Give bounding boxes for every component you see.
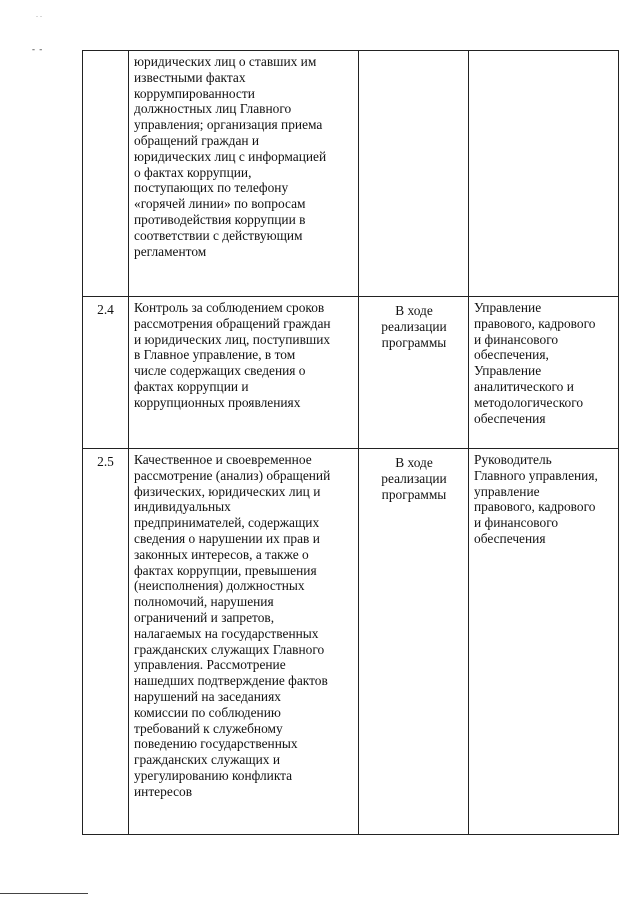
cell-text-line: управления; организация приема	[134, 117, 323, 133]
cell-text-line: рассмотрения обращений граждан	[134, 315, 331, 331]
table-row	[83, 297, 619, 449]
cell-text-line: противодействия коррупции в	[134, 211, 306, 227]
cell-text-line: нарушений на заседаниях	[134, 688, 281, 704]
cell-text-line: юридических лиц с информацией	[134, 148, 327, 164]
cell-text-line: и финансового	[474, 515, 559, 531]
cell-text-line: Контроль за соблюдением сроков	[134, 300, 325, 315]
cell-text-line: (неисполнения) должностных	[134, 578, 305, 594]
cell-text-line: урегулированию конфликта	[134, 767, 293, 783]
footer-rule	[0, 893, 88, 894]
term-cell	[359, 449, 469, 835]
cell-text-line: требований к служебному	[134, 720, 283, 736]
cell-text-line: Управление	[474, 363, 542, 379]
cell-text-line: фактах коррупции и	[134, 378, 249, 394]
row-number-cell	[83, 449, 129, 835]
row-number-cell	[83, 51, 129, 297]
cell-text-line: Руководитель	[474, 452, 552, 467]
cell-text-line: «горячей линии» по вопросам	[134, 196, 306, 212]
cell-text-line: поведению государственных	[134, 736, 298, 752]
row-number: 2.5	[97, 454, 114, 469]
cell-text-line: законных интересов, а также о	[134, 546, 309, 562]
scan-artifact-dots: - -	[32, 44, 44, 54]
cell-text-line: гражданских служащих Главного	[134, 641, 325, 657]
cell-text-line: программы	[381, 334, 447, 350]
row-number-cell	[83, 297, 129, 449]
cell-text-line: обеспечения,	[474, 347, 549, 363]
measure-cell	[129, 51, 359, 297]
cell-text-line: В ходе	[395, 303, 433, 318]
cell-text-line: обеспечения	[474, 530, 546, 546]
cell-text-line: интересов	[134, 783, 193, 799]
responsible-cell	[469, 51, 619, 297]
cell-text-line: методологического	[474, 394, 584, 410]
cell-text-line: Управление	[474, 300, 542, 315]
cell-text-line: коррумпированности	[134, 85, 255, 101]
table-row	[83, 51, 619, 297]
measures-table-body	[83, 51, 619, 835]
scan-artifact: . .	[36, 10, 42, 19]
cell-text-line: о фактах коррупции,	[134, 164, 252, 180]
cell-text-line: физических, юридических лиц и	[134, 483, 321, 499]
responsible-cell	[469, 449, 619, 835]
cell-text-line: и финансового	[474, 331, 559, 347]
cell-text-line: правового, кадрового	[474, 315, 596, 331]
cell-text-line: соответствии с действующим	[134, 227, 303, 243]
cell-text-line: фактах коррупции, превышения	[134, 562, 317, 578]
row-number: 2.4	[97, 302, 114, 317]
cell-text-line: поступающих по телефону	[134, 180, 289, 196]
cell-text-line: нашедших подтверждение фактов	[134, 673, 328, 689]
cell-text-line: комиссии по соблюдению	[134, 704, 281, 720]
cell-text-line: управления. Рассмотрение	[134, 657, 286, 673]
term-cell	[359, 51, 469, 297]
cell-text-line: программы	[381, 486, 447, 502]
cell-text-line: индивидуальных	[134, 499, 231, 515]
cell-text-line: управление	[474, 483, 540, 499]
cell-text-line: реализации	[381, 470, 447, 486]
cell-text-line: регламентом	[134, 243, 207, 259]
cell-text-line: обращений граждан и	[134, 132, 260, 148]
cell-text-line: в Главное управление, в том	[134, 347, 296, 363]
cell-text-line: правового, кадрового	[474, 499, 596, 515]
term-cell	[359, 297, 469, 449]
cell-text-line: полномочий, нарушения	[134, 594, 274, 610]
cell-text-line: и юридических лиц, поступивших	[134, 331, 331, 347]
measures-table	[82, 50, 619, 835]
cell-text-line: числе содержащих сведения о	[134, 363, 306, 379]
cell-text-line: известными фактах	[134, 69, 246, 85]
measure-cell	[129, 297, 359, 449]
cell-text-line: гражданских служащих и	[134, 752, 280, 768]
cell-text-line: обеспечения	[474, 410, 546, 426]
cell-text-line: должностных лиц Главного	[134, 101, 292, 117]
cell-text-line: аналитического и	[474, 378, 574, 394]
cell-text-line: Качественное и своевременное	[134, 452, 312, 467]
cell-text-line: налагаемых на государственных	[134, 625, 319, 641]
table-row	[83, 449, 619, 835]
cell-text-line: В ходе	[395, 455, 433, 470]
cell-text-line: Главного управления,	[474, 467, 598, 483]
responsible-cell	[469, 297, 619, 449]
cell-text-line: сведения о нарушении их прав и	[134, 530, 320, 546]
cell-text-line: ограничений и запретов,	[134, 609, 275, 625]
cell-text-line: коррупционных проявлениях	[134, 394, 301, 410]
cell-text-line: рассмотрение (анализ) обращений	[134, 467, 331, 483]
cell-text-line: реализации	[381, 318, 447, 334]
cell-text-line: предпринимателей, содержащих	[134, 515, 320, 531]
cell-text-line: юридических лиц о ставших им	[134, 54, 317, 69]
measure-cell	[129, 449, 359, 835]
